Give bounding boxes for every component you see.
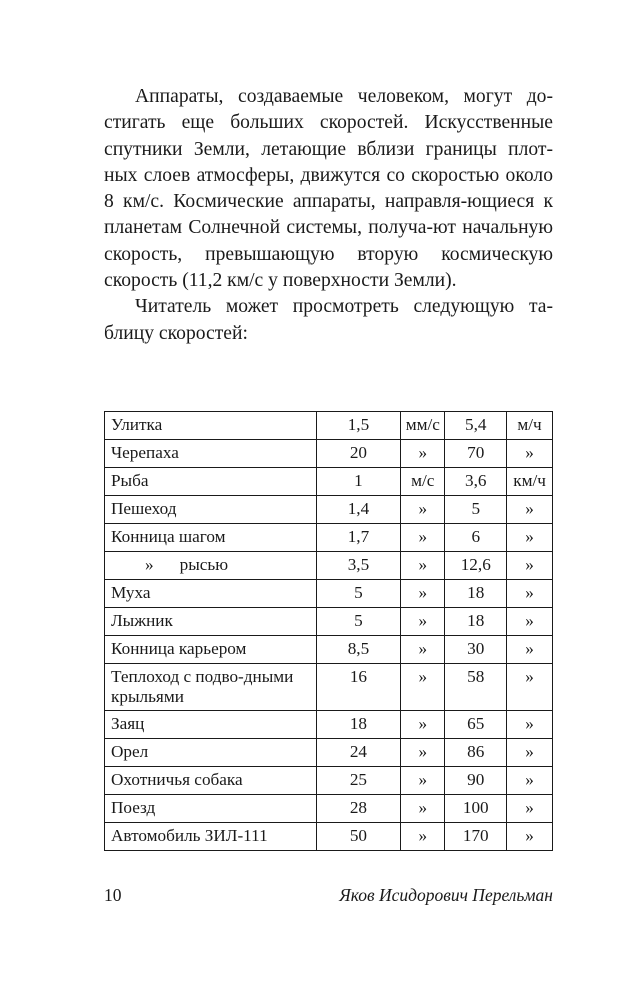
cell-speed-value-alt: 58 [445, 664, 507, 711]
table-row [105, 636, 553, 664]
table-row [105, 468, 553, 496]
cell-speed-value: 1,4 [316, 496, 401, 524]
cell-speed-value-alt: 65 [445, 711, 507, 739]
cell-speed-value: 28 [316, 795, 401, 823]
ditto-mark: » [145, 555, 154, 574]
cell-speed-unit-alt: » [507, 795, 553, 823]
cell-object: Орел [105, 739, 317, 767]
cell-object: Пешеход [105, 496, 317, 524]
cell-speed-unit-alt: » [507, 496, 553, 524]
cell-speed-value: 1,5 [316, 412, 401, 440]
cell-speed-value-alt: 12,6 [445, 552, 507, 580]
cell-speed-unit: м/с [401, 468, 445, 496]
cell-speed-value: 18 [316, 711, 401, 739]
cell-speed-value: 5 [316, 608, 401, 636]
table-row [105, 552, 553, 580]
cell-object: Черепаха [105, 440, 317, 468]
cell-object: Конница карьером [105, 636, 317, 664]
table-row [105, 440, 553, 468]
cell-speed-value: 1,7 [316, 524, 401, 552]
cell-speed-unit: » [401, 552, 445, 580]
cell-object: Муха [105, 580, 317, 608]
cell-speed-value-alt: 90 [445, 767, 507, 795]
cell-speed-value: 8,5 [316, 636, 401, 664]
table-row [105, 608, 553, 636]
cell-speed-unit-alt: » [507, 524, 553, 552]
cell-object: Рыба [105, 468, 317, 496]
cell-speed-value: 5 [316, 580, 401, 608]
cell-speed-unit-alt: » [507, 552, 553, 580]
cell-object: Охотничья собака [105, 767, 317, 795]
cell-speed-unit: » [401, 823, 445, 851]
cell-speed-unit-alt: » [507, 767, 553, 795]
cell-speed-value-alt: 5 [445, 496, 507, 524]
cell-speed-value-alt: 170 [445, 823, 507, 851]
cell-object: Заяц [105, 711, 317, 739]
cell-speed-unit: » [401, 664, 445, 711]
cell-speed-value: 50 [316, 823, 401, 851]
page-number: 10 [104, 885, 122, 905]
cell-speed-value: 20 [316, 440, 401, 468]
speed-table-body [105, 412, 553, 851]
cell-speed-unit-alt: » [507, 636, 553, 664]
cell-speed-value: 3,5 [316, 552, 401, 580]
cell-speed-value: 25 [316, 767, 401, 795]
cell-speed-unit: » [401, 795, 445, 823]
table-row [105, 524, 553, 552]
cell-speed-unit-alt: км/ч [507, 468, 553, 496]
cell-speed-unit: » [401, 739, 445, 767]
cell-speed-value: 1 [316, 468, 401, 496]
table-row [105, 795, 553, 823]
cell-speed-unit: » [401, 767, 445, 795]
cell-speed-unit: мм/с [401, 412, 445, 440]
cell-speed-unit: » [401, 608, 445, 636]
cell-speed-unit-alt: » [507, 580, 553, 608]
cell-object: Автомобиль ЗИЛ-111 [105, 823, 317, 851]
cell-speed-unit: » [401, 580, 445, 608]
cell-object: Улитка [105, 412, 317, 440]
cell-speed-unit: » [401, 524, 445, 552]
cell-speed-value-alt: 70 [445, 440, 507, 468]
table-row [105, 739, 553, 767]
cell-speed-unit-alt: м/ч [507, 412, 553, 440]
cell-speed-unit: » [401, 711, 445, 739]
running-author: Яков Исидорович Перельман [339, 885, 553, 905]
table-row [105, 711, 553, 739]
cell-object: Конница шагом [105, 524, 317, 552]
cell-speed-unit-alt: » [507, 711, 553, 739]
table-row [105, 823, 553, 851]
cell-speed-value-alt: 3,6 [445, 468, 507, 496]
table-row [105, 496, 553, 524]
cell-speed-unit-alt: » [507, 739, 553, 767]
cell-speed-unit-alt: » [507, 440, 553, 468]
speed-table [104, 411, 553, 851]
table-row [105, 580, 553, 608]
cell-object: Лыжник [105, 608, 317, 636]
cell-speed-value-alt: 30 [445, 636, 507, 664]
cell-object: Теплоход с подво-дными крыльями [105, 664, 317, 711]
cell-speed-value-alt: 86 [445, 739, 507, 767]
cell-speed-unit: » [401, 636, 445, 664]
cell-speed-value-alt: 6 [445, 524, 507, 552]
cell-speed-value-alt: 18 [445, 580, 507, 608]
cell-speed-value: 24 [316, 739, 401, 767]
cell-speed-unit-alt: » [507, 608, 553, 636]
table-row [105, 664, 553, 711]
paragraph-spacecraft-speeds: Аппараты, создаваемые человеком, могут до-стигать еще больших скоростей. Искусственные спутники Земли, летающие вблизи границы плот-ных слоев атмосферы, движутся со скоростью около 8 км/с. Космические аппараты, направля-ющиеся к планетам Солнечной системы, получа-ют начальную скорость, превышающую вторую космическую скорость (11,2 км/с у поверхности Земли). [104, 86, 553, 292]
body-text [104, 84, 553, 347]
cell-speed-value-alt: 100 [445, 795, 507, 823]
cell-speed-value: 16 [316, 664, 401, 711]
table-row [105, 412, 553, 440]
cell-speed-unit: » [401, 440, 445, 468]
cell-speed-unit-alt: » [507, 664, 553, 711]
cell-speed-unit: » [401, 496, 445, 524]
cell-speed-value-alt: 18 [445, 608, 507, 636]
cell-speed-value-alt: 5,4 [445, 412, 507, 440]
table-row [105, 767, 553, 795]
cell-object [105, 552, 317, 580]
paragraph-table-intro: Читатель может просмотреть следующую та-блицу скоростей: [104, 296, 553, 344]
cell-speed-unit-alt: » [507, 823, 553, 851]
cell-object: Поезд [105, 795, 317, 823]
object-name: рысью [179, 555, 229, 574]
